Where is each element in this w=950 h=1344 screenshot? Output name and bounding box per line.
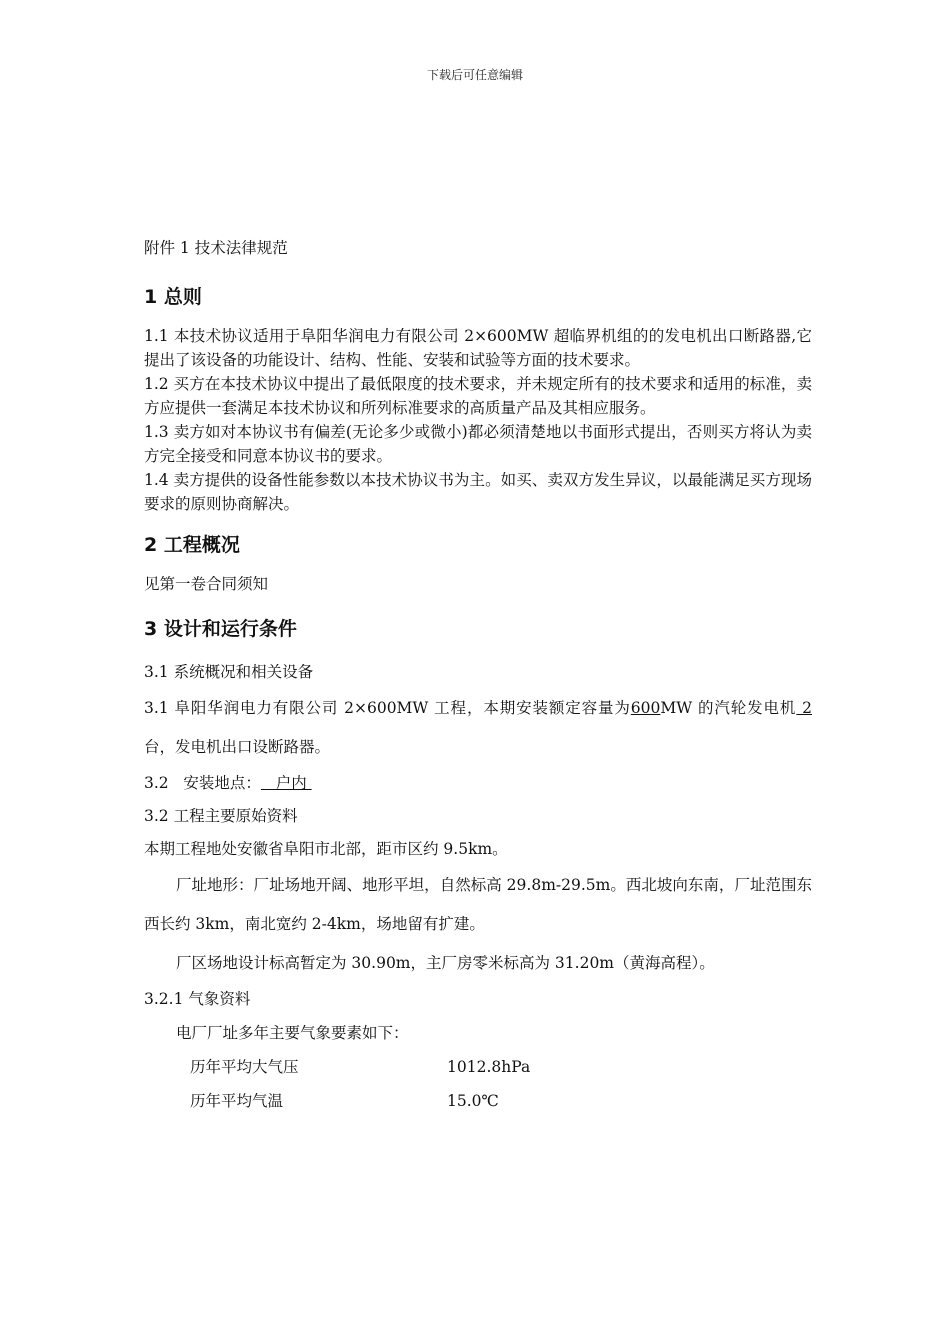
subsection-3-1-title: 3.1 系统概况和相关设备: [144, 663, 314, 681]
para-3-1-a: 3.1 阜阳华润电力有限公司 2×600MW 工程，本期安装额定容量为: [144, 699, 631, 717]
para-3-1-b: MW 的汽轮发电机: [660, 699, 797, 717]
location-text: 本期工程地处安徽省阜阳市北部，距市区约 9.5km。: [144, 840, 508, 858]
install-location: [144, 767, 812, 800]
met-intro: 电厂厂址多年主要气象要素如下：: [176, 1024, 409, 1042]
unit-count: 2: [796, 699, 813, 717]
terrain-text: 厂址地形：厂址场地开阔、地形平坦，自然标高 29.8m-29.5m。西北坡向东南，厂址范围东西长约 3km，南北宽约 2-4km，场地留有扩建。: [144, 876, 812, 933]
met-value: 15.0℃: [447, 1092, 499, 1110]
install-location-label: 3.2 安装地点：: [144, 774, 261, 792]
subsection-3-2-title: 3.2 工程主要原始资料: [144, 807, 298, 825]
para-1-3: 1.3 卖方如对本协议书有偏差(无论多少或微小)都必须清楚地以书面形式提出，否则买方将认为卖方完全接受和同意本协议书的要求。: [144, 423, 812, 465]
para-3-1-c: 台，发电机出口设断路器。: [144, 738, 331, 756]
para-1-2: 1.2 买方在本技术协议中提出了最低限度的技术要求，并未规定所有的技术要求和适用的标准，卖方应提供一套满足本技术协议和所列标准要求的高质量产品及其相应服务。: [144, 375, 812, 417]
section-1-title: 1 总则: [144, 286, 202, 308]
met-label: 历年平均气温: [190, 1092, 284, 1110]
section-2-text: 见第一卷合同须知: [144, 575, 269, 593]
met-row: [144, 1050, 812, 1084]
section-3-title: 3 设计和运行条件: [144, 618, 297, 640]
met-row: [144, 1084, 812, 1118]
elevation-text: 厂区场地设计标高暂定为 30.90m，主厂房零米标高为 31.20m（黄海高程）。: [176, 954, 715, 972]
install-location-value: 户内: [260, 774, 312, 792]
subsection-3-2-1-title: 3.2.1 气象资料: [144, 990, 251, 1008]
section-2-title: 2 工程概况: [144, 534, 240, 556]
attachment-title: 附件 1 技术法律规范: [144, 239, 288, 257]
para-1-1: 1.1 本技术协议适用于阜阳华润电力有限公司 2×600MW 超临界机组的的发电机出口断路器,它提出了该设备的功能设计、结构、性能、安装和试验等方面的技术要求。: [144, 327, 812, 369]
met-value: 1012.8hPa: [447, 1058, 531, 1076]
para-3-1: [144, 689, 812, 767]
para-1-4: 1.4 卖方提供的设备性能参数以本技术协议书为主。如买、卖双方发生异议，以最能满足买方现场要求的原则协商解决。: [144, 471, 812, 513]
page-header: 下载后可任意编辑: [426, 68, 523, 82]
met-label: 历年平均大气压: [190, 1058, 299, 1076]
rated-capacity: 600: [630, 699, 661, 717]
document-body: [144, 236, 812, 1118]
